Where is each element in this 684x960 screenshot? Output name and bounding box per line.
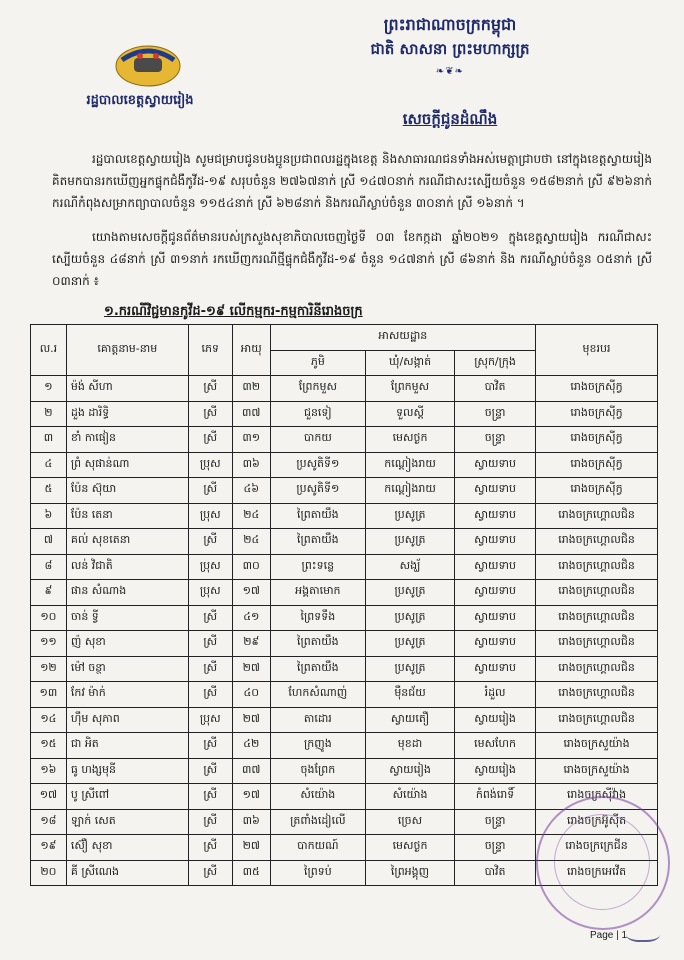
cell-age: ៣៥: [232, 860, 270, 886]
cell-commune: សង្ឃ័: [365, 554, 454, 580]
cell-village: អង្គតាមោក: [270, 580, 365, 606]
cell-district: បាវិត: [455, 376, 536, 402]
cell-name: ធូ ហង្សមុនី: [66, 758, 188, 784]
cell-no: ៨: [31, 554, 67, 580]
kingdom-heading: ព្រះរាជាណាចក្រកម្ពុជា: [383, 15, 517, 34]
cell-village: ព្រែកមួស: [270, 376, 365, 402]
cell-commune: ស្វាយតឿ: [365, 707, 454, 733]
table-row: [31, 503, 658, 529]
cell-sex: ស្រី: [188, 835, 232, 861]
table-row: [31, 605, 658, 631]
national-motto: ជាតិ សាសនា ព្រះមហាក្សត្រ: [370, 40, 530, 58]
cell-name: ឡាក់ សេត: [66, 809, 188, 835]
cases-table: [30, 324, 658, 886]
header-district: ស្រុក/ក្រុង: [455, 350, 536, 376]
official-stamp-icon: [536, 796, 670, 930]
cell-sex: ស្រី: [188, 656, 232, 682]
cell-district: ចន្ទ្រា: [455, 809, 536, 835]
ornament-divider: ❧❦❧: [435, 66, 465, 77]
cell-commune: មេសថ្ងក: [365, 427, 454, 453]
cell-no: ៧: [31, 529, 67, 555]
cell-occupation: រោងចក្រហ្គោលជិន: [536, 580, 658, 606]
cell-name: ប៉ែន ស៊ុយា: [66, 478, 188, 504]
cell-commune: ច្រេស: [365, 809, 454, 835]
cell-occupation: រោងចក្រសួយ៉ាង: [536, 758, 658, 784]
cell-commune: សំយ៉ោង: [365, 784, 454, 810]
cell-age: ២៤: [232, 503, 270, 529]
cell-sex: ប្រុស: [188, 452, 232, 478]
cell-age: ៣៧: [232, 758, 270, 784]
cell-no: ២០: [31, 860, 67, 886]
table-row: [31, 707, 658, 733]
table-row: [31, 784, 658, 810]
cell-name: ជា អិត: [66, 733, 188, 759]
paragraph-summary: រដ្ឋបាលខេត្តស្វាយរៀង សូមជម្រាបជូនបងប្អូនប្រជាពលរដ្ឋក្នុងខេត្ត និងសាធារណជនទាំងអស់មេត្តាជ្រាបថា នៅក្នុងខេត្តស្វាយរៀងគិតមកបានរកឃើញអ្នកផ្ទុកជំងឺកូវីដ-១៩ សរុបចំនួន ២៧៦៧នាក់ ស្រី ១៤៧០នាក់ ករណីជាសះស្បើយចំនួន ១៥៨២នាក់ ស្រី ៩២៦នាក់ ករណីកំពុងសម្រាកព្យាបាលចំនួន ១១៥៤នាក់ ស្រី ៦២៨នាក់ និងករណីស្លាប់ចំនួន ៣០នាក់ ស្រី ១៦នាក់ ។: [52, 152, 652, 210]
document-title: សេចក្តីជូនដំណឹង: [402, 110, 498, 128]
header-no: ល.រ: [31, 325, 67, 376]
table-row: [31, 656, 658, 682]
cell-occupation: រោងចក្រស៊ីវ៉ាង: [536, 784, 658, 810]
cell-sex: ស្រី: [188, 427, 232, 453]
cell-sex: ស្រី: [188, 631, 232, 657]
cell-sex: ស្រី: [188, 401, 232, 427]
cell-occupation: រោងចក្រក្រេជីន: [536, 835, 658, 861]
cell-name: ហ៊ឹម សុភាព: [66, 707, 188, 733]
cell-no: ៤: [31, 452, 67, 478]
cell-age: ៣១: [232, 427, 270, 453]
government-emblem-icon: [112, 36, 184, 90]
cell-age: ១៧: [232, 784, 270, 810]
cell-district: ស្វាយរៀង: [455, 758, 536, 784]
cell-age: ១៧: [232, 580, 270, 606]
cell-commune: មេសថ្ងក: [365, 835, 454, 861]
cell-commune: ម៉ឺនជ័យ: [365, 682, 454, 708]
cell-age: ២៧: [232, 707, 270, 733]
cell-district: ស្វាយទាប: [455, 478, 536, 504]
cell-occupation: រោងចក្រស៊ីក្វ: [536, 478, 658, 504]
cell-commune: ប្រសូត្រ: [365, 605, 454, 631]
header-age: អាយុ: [232, 325, 270, 376]
cell-name: ប៉ែន តេនា: [66, 503, 188, 529]
cell-occupation: រោងចក្រហ្គោលជិន: [536, 529, 658, 555]
cell-age: ៣៦: [232, 809, 270, 835]
cell-age: ៣០: [232, 554, 270, 580]
cell-no: ១១: [31, 631, 67, 657]
cell-age: ២៤: [232, 529, 270, 555]
cell-sex: ស្រី: [188, 529, 232, 555]
cell-name: ខាំ កាផៀន: [66, 427, 188, 453]
cell-name: លន់ វិជាតិ: [66, 554, 188, 580]
cell-name: គី ស្រីណេង: [66, 860, 188, 886]
cell-occupation: រោងចក្រស៊ីក្វ: [536, 452, 658, 478]
table-row: [31, 682, 658, 708]
cell-no: ២: [31, 401, 67, 427]
header-occupation: មុខរបរ: [536, 325, 658, 376]
cell-village: ព្រៃតាយឹង: [270, 656, 365, 682]
signature-initial: [626, 924, 660, 942]
cell-occupation: រោងចក្រហ្គោលជិន: [536, 554, 658, 580]
cell-name: ព្រំ សុផាន់ណា: [66, 452, 188, 478]
cell-district: ស្វាយទាប: [455, 503, 536, 529]
table-row: [31, 478, 658, 504]
cell-village: ព្រះទន្លេ: [270, 554, 365, 580]
cell-village: ព្រៃតាយឹង: [270, 631, 365, 657]
cell-age: ៤២: [232, 733, 270, 759]
cell-village: ចុងព្រែក: [270, 758, 365, 784]
paragraph-daily-update: យោងតាមសេចក្តីជូនព័ត៌មានរបស់ក្រសួងសុខាភិបាលចេញថ្ងៃទី ០៣ ខែកក្កដា ឆ្នាំ២០២១ ក្នុងខេត្តស្វាយរៀង ករណីជាសះស្បើយចំនួន ៤៨នាក់ ស្រី ៣១នាក់ រកឃើញករណីថ្មីផ្ទុកជំងឺកូវីដ-១៩ ចំនួន ១៤៧នាក់ ស្រី ៨៦នាក់ និង ករណីស្លាប់ចំនួន ០៥នាក់ ស្រី ០៣នាក់ ៖: [52, 230, 652, 288]
cell-age: ២៧: [232, 656, 270, 682]
cell-occupation: រោងចក្រហ្គោលជិន: [536, 605, 658, 631]
cell-district: មេសហែក: [455, 733, 536, 759]
section-title: ១.ករណីវិជ្ជមានកូវីដ-១៩ លើកម្មករ-កម្មការិនីរោងចក្រ: [104, 304, 363, 319]
cell-village: ហែកសំណាញ់: [270, 682, 365, 708]
cell-no: ១៥: [31, 733, 67, 759]
cell-age: ២៩: [232, 631, 270, 657]
cell-occupation: រោងចក្រស៊ីក្វ: [536, 376, 658, 402]
cell-no: ១២: [31, 656, 67, 682]
cell-village: ព្រៃទទឹង: [270, 605, 365, 631]
cell-village: បាកយណ៍: [270, 835, 365, 861]
cell-occupation: រោងចក្រហ្គោលជិន: [536, 503, 658, 529]
table-row: [31, 758, 658, 784]
cell-commune: ព្រែកមួស: [365, 376, 454, 402]
cell-name: ចាន់ ទ្វី: [66, 605, 188, 631]
cell-occupation: រោងចក្រហ្គោលជិន: [536, 707, 658, 733]
cell-village: ប្រសូតិទី១: [270, 452, 365, 478]
cell-commune: ប្រសូត្រ: [365, 580, 454, 606]
cell-district: ស្វាយទាប: [455, 580, 536, 606]
cell-sex: ស្រី: [188, 784, 232, 810]
cell-age: ៤៦: [232, 478, 270, 504]
cell-no: ១៧: [31, 784, 67, 810]
cell-occupation: រោងចក្រអេវើត: [536, 860, 658, 886]
cell-name: ដួង ដារិទ្ធិ: [66, 401, 188, 427]
cell-village: ព្រៃតាយឹង: [270, 503, 365, 529]
cell-name: ផាន សំណាង: [66, 580, 188, 606]
cell-sex: ប្រុស: [188, 503, 232, 529]
cell-occupation: រោងចក្រហ្គោលជិន: [536, 631, 658, 657]
cell-commune: កណ្តៀងរាយ: [365, 452, 454, 478]
cell-village: ជួនទៀ: [270, 401, 365, 427]
cell-district: ចន្ទ្រា: [455, 835, 536, 861]
cell-district: ស្វាយទាប: [455, 605, 536, 631]
cell-no: ១៤: [31, 707, 67, 733]
cell-district: បាវិត: [455, 860, 536, 886]
cell-sex: ស្រី: [188, 809, 232, 835]
cell-sex: ប្រុស: [188, 554, 232, 580]
cell-occupation: រោងចក្រហ្គោលជិន: [536, 682, 658, 708]
cell-name: ស៊ឿ សុខា: [66, 835, 188, 861]
cell-village: ព្រៃទប់: [270, 860, 365, 886]
table-row: [31, 580, 658, 606]
cell-name: បូ ស្រីពៅ: [66, 784, 188, 810]
cell-district: កំពង់រោទិ៍: [455, 784, 536, 810]
cell-no: ៥: [31, 478, 67, 504]
cell-occupation: រោងចក្រស៊ីក្វ: [536, 401, 658, 427]
cell-occupation: រោងចក្រស៊ីក្វ: [536, 427, 658, 453]
cell-no: ១០: [31, 605, 67, 631]
cell-commune: ប្រសូត្រ: [365, 631, 454, 657]
cell-no: ១: [31, 376, 67, 402]
cell-commune: ប្រសូត្រ: [365, 656, 454, 682]
cell-commune: មុខដា: [365, 733, 454, 759]
cell-age: ៣៧: [232, 401, 270, 427]
cell-village: ក្រញូង: [270, 733, 365, 759]
cell-age: ២៧: [232, 835, 270, 861]
cell-no: ៣: [31, 427, 67, 453]
cell-sex: ស្រី: [188, 682, 232, 708]
cell-no: ៩: [31, 580, 67, 606]
cell-name: ម៉ង់ សីហា: [66, 376, 188, 402]
cell-village: សំយ៉ោង: [270, 784, 365, 810]
table-row: [31, 554, 658, 580]
table-row: [31, 427, 658, 453]
cell-sex: ប្រុស: [188, 580, 232, 606]
cell-name: កែវ ម៉ាក់: [66, 682, 188, 708]
header-address: អាសយដ្ឋាន: [270, 325, 535, 351]
cell-commune: ស្វាយរៀង: [365, 758, 454, 784]
cell-district: ស្វាយទាប: [455, 656, 536, 682]
cell-commune: ទួលស្តី: [365, 401, 454, 427]
cell-commune: កណ្តៀងរាយ: [365, 478, 454, 504]
cell-village: តាដោរ: [270, 707, 365, 733]
table-row: [31, 376, 658, 402]
cell-district: ស្វាយទាប: [455, 631, 536, 657]
header-commune: ឃុំ/សង្កាត់: [365, 350, 454, 376]
table-row: [31, 631, 658, 657]
cell-age: ៤០: [232, 682, 270, 708]
cell-district: ចន្ទ្រា: [455, 401, 536, 427]
cell-sex: ស្រី: [188, 733, 232, 759]
cell-sex: ស្រី: [188, 376, 232, 402]
cell-occupation: រោងចក្រសួយ៉ាង: [536, 733, 658, 759]
cell-district: ស្វាយទាប: [455, 554, 536, 580]
header-name: គោត្តនាម-នាម: [66, 325, 188, 376]
cell-commune: ប្រសូត្រ: [365, 503, 454, 529]
cell-district: ស្វាយទាប: [455, 529, 536, 555]
cell-village: ព្រៃតាយឹង: [270, 529, 365, 555]
cell-no: ១៩: [31, 835, 67, 861]
cell-village: ប្រសូតិទី១: [270, 478, 365, 504]
cell-no: ៦: [31, 503, 67, 529]
cell-occupation: រោងចក្រអ៊ូស៊ីត: [536, 809, 658, 835]
table-row: [31, 529, 658, 555]
page-number: Page | 1: [590, 930, 628, 941]
issuing-office: រដ្ឋបាលខេត្តស្វាយរៀង: [86, 93, 194, 108]
cell-district: ស្វាយទាប: [455, 452, 536, 478]
cell-no: ១៣: [31, 682, 67, 708]
cell-sex: ប្រុស: [188, 707, 232, 733]
cell-sex: ស្រី: [188, 478, 232, 504]
cell-village: ត្រពាំងដៀលើ: [270, 809, 365, 835]
cell-occupation: រោងចក្រហ្គោលជិន: [536, 656, 658, 682]
cell-age: ៣២: [232, 376, 270, 402]
header-village: ភូមិ: [270, 350, 365, 376]
table-row: [31, 452, 658, 478]
cell-no: ១៨: [31, 809, 67, 835]
cell-sex: ស្រី: [188, 860, 232, 886]
cell-sex: ស្រី: [188, 758, 232, 784]
cell-name: ញ៉ សុខា: [66, 631, 188, 657]
cell-village: បាកយ: [270, 427, 365, 453]
cell-district: ចន្ទ្រា: [455, 427, 536, 453]
cell-commune: ព្រៃអង្គុញ: [365, 860, 454, 886]
cell-district: រំដួល: [455, 682, 536, 708]
cell-age: ៤១: [232, 605, 270, 631]
cell-name: ម៉ៅ ចន្ថា: [66, 656, 188, 682]
cell-commune: ប្រសូត្រ: [365, 529, 454, 555]
cell-name: គល់ សុខតេនា: [66, 529, 188, 555]
cell-district: ស្វាយរៀង: [455, 707, 536, 733]
table-row: [31, 733, 658, 759]
table-row: [31, 401, 658, 427]
cell-no: ១៦: [31, 758, 67, 784]
cell-sex: ស្រី: [188, 605, 232, 631]
header-sex: ភេទ: [188, 325, 232, 376]
cell-age: ៣៦: [232, 452, 270, 478]
